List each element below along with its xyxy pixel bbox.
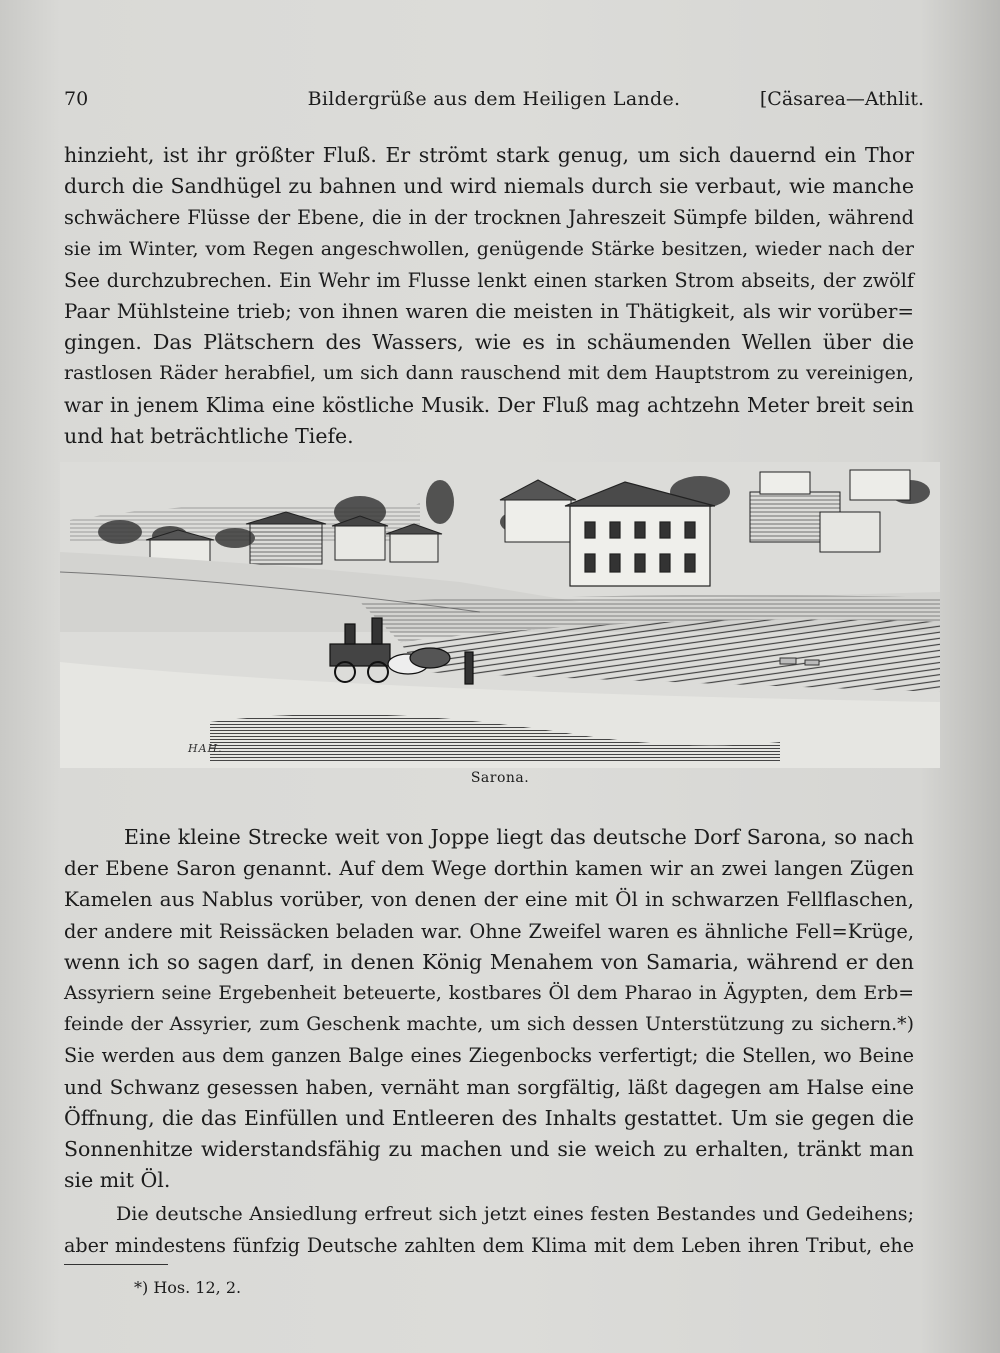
text-line: schwächere Flüsse der Ebene, die in der trocknen Jahreszeit Sümpfe bilden, während [64,206,914,230]
text-line: und hat beträchtliche Tiefe. [64,423,354,448]
section-label: [Cäsarea—Athlit. [759,88,924,110]
footnote-rule [64,1264,168,1265]
text-line: Assyriern seine Ergebenheit beteuerte, kostbares Öl dem Pharao in Ägypten, dem Erb= [64,983,914,1005]
text-line: und Schwanz gesessen haben, vernäht man sorgfältig, läßt dagegen am Halse eine [64,1074,914,1099]
footnote: *) Hos. 12, 2. [134,1278,242,1297]
text-line: feinde der Assyrier, zum Geschenk machte, um sich dessen Unterstützung zu sichern.*) [64,1013,914,1036]
text-line: durch die Sandhügel zu bahnen und wird niemals durch sie verbaut, wie manche [64,174,914,199]
paragraph-2 [64,822,914,1196]
text-line: Sonnenhitze widerstandsfähig zu machen und sie weich zu erhalten, tränkt man [64,1137,914,1162]
page-number: 70 [64,88,89,110]
illustration-caption: Sarona. [470,770,530,786]
text-line: sie mit Öl. [64,1168,171,1193]
text-line: Eine kleine Strecke weit von Joppe liegt das deutsche Dorf Sarona, so nach [124,825,914,849]
text-line: Die deutsche Ansiedlung erfreut sich jetzt eines festen Bestandes und Gedeihens; [116,1203,914,1225]
engraving-illustration [60,462,940,768]
running-header [64,88,924,118]
text-line: der andere mit Reissäcken beladen war. Ohne Zweifel waren es ähnliche Fell=Krüge, [64,919,914,943]
text-line: hinzieht, ist ihr größter Fluß. Er strömt stark genug, um sich dauernd ein Thor [64,143,914,167]
text-line: sie im Winter, vom Regen angeschwollen, genügende Stärke besitzen, wieder nach der [64,237,914,260]
text-line: wenn ich so sagen darf, in denen König Menahem von Samaria, während er den [64,949,914,974]
text-line: Öffnung, die das Einfüllen und Entleeren des Inhalts gestattet. Um sie gegen die [64,1105,914,1130]
text-line: Sie werden aus dem ganzen Balge eines Ziegenbocks verfertigt; die Stellen, wo Beine [64,1044,914,1068]
paragraph-3 [64,1199,914,1261]
text-line: Paar Mühlsteine trieb; von ihnen waren die meisten in Thätigkeit, als wir vorüber= [64,300,914,324]
engraver-signature: HAH. [188,742,223,755]
paragraph-1 [64,140,914,452]
running-title: Bildergrüße aus dem Heiligen Lande. [307,88,681,110]
text-line: der Ebene Saron genannt. Auf dem Wege dorthin kamen wir an zwei langen Zügen [64,856,914,881]
text-line: Kamelen aus Nablus vorüber, von denen der eine mit Öl in schwarzen Fellflaschen, [64,887,914,912]
text-line: rastlosen Räder herabfiel, um sich dann rauschend mit dem Hauptstrom zu vereinigen, [64,362,914,385]
text-line: gingen. Das Plätschern des Wassers, wie es in schäumenden Wellen über die [64,330,914,355]
text-line: aber mindestens fünfzig Deutsche zahlten dem Klima mit dem Leben ihren Tribut, ehe [64,1234,914,1258]
text-line: See durchzubrechen. Ein Wehr im Flusse lenkt einen starken Strom abseits, der zwölf [64,268,914,292]
text-line: war in jenem Klima eine köstliche Musik. Der Fluß mag achtzehn Meter breit sein [64,392,914,417]
